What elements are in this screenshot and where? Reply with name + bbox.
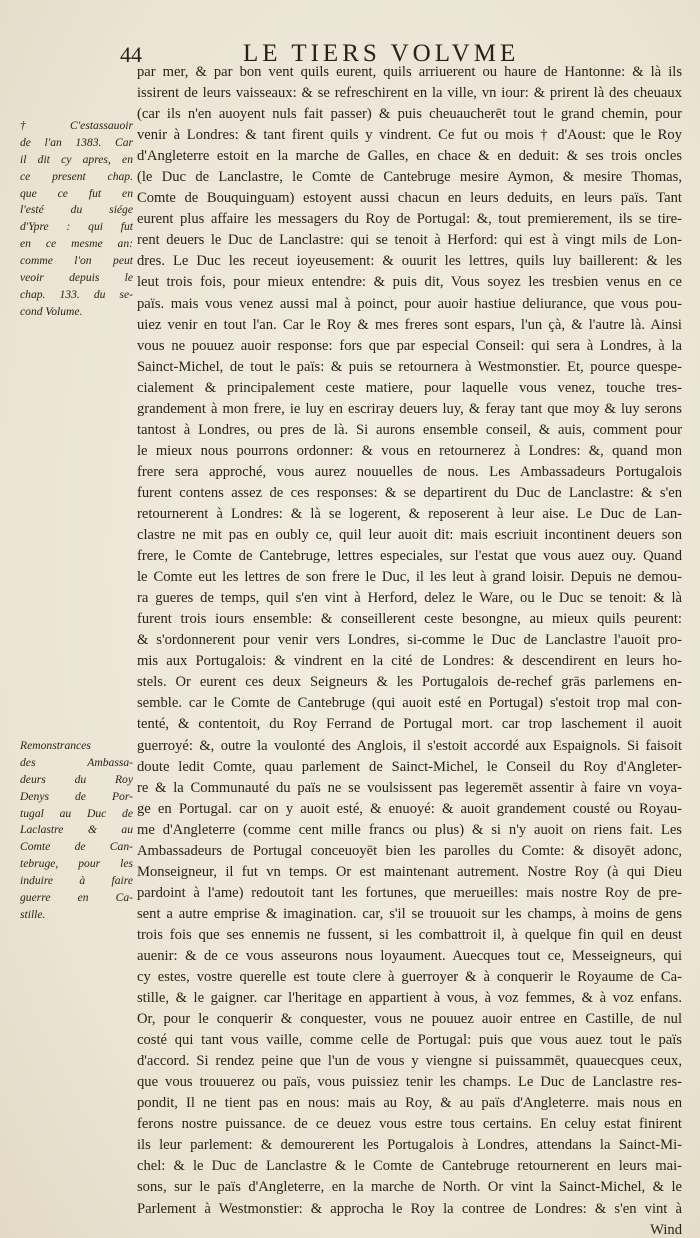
marginal-line: chap. 133. du se- (20, 287, 133, 301)
text-line: pardoint à l'ame) redoutoit tant les fortunes, que merueilles: mais nostre Roy de pre- (137, 884, 682, 901)
text-line: Or, pour le conquerir & conquester, vous ne pouuez auoir entree en Castille, de nul (137, 1011, 682, 1028)
text-line: le Comte eut les lettres de son frere le Duc, il les leut à grand loisir. Depuis ne demou- (137, 569, 682, 586)
text-line: le mieux nous pourrons ordonner: & vous en retournerez à Londres: &, quand mon (137, 442, 682, 459)
text-line: stels. Or eurent ces deux Seigneurs & les Portugalois de-rechef grās parlemens en- (137, 674, 682, 691)
text-line: sons, sur le païs d'Angleterre, en la marche de North. Or vint la Sainct-Michel, & le (137, 1179, 682, 1196)
text-line: auenir: & de ce vous asseurons nous loyaument. Auecques tout ce, Messeigneurs, qui (137, 947, 682, 964)
marginal-note (20, 738, 133, 924)
text-line: & s'ordonnerent pour venir vers Londres, si-comme le Duc de Lanclastre l'auoit pro- (137, 632, 682, 649)
marginal-line: induire à faire (20, 874, 133, 888)
marginal-line: Remonstrances (20, 739, 91, 752)
text-line: retournerent à Londres: & là se logerent, & reposerent à leur aise. Le Duc de Lan- (137, 505, 682, 522)
text-line: trois fois que ses ennemis ne fussent, si les combattroit il, à quelque fin quil en deust (137, 926, 682, 943)
marginal-line: il dit cy apres, en (20, 152, 133, 166)
text-line: ge en Portugal. car on y auoit esté, & enuoyé: & auoit grandement cousté ou Royau- (137, 800, 682, 817)
text-line: ils leur parlement: & demourerent les Portugalois à Londres, attendans la Sainct-Mi- (137, 1137, 682, 1154)
text-line: Ambassadeurs de Portugal conceuoyēt bien les parolles du Comte: & disoyēt adonc, (137, 842, 682, 859)
marginal-line: tebruge, pour les (20, 857, 133, 871)
text-line: grandement à mon frere, ie luy en escriray deuers luy, & feray tant que moy & luy serons (137, 400, 682, 417)
text-line: Wind (650, 1221, 682, 1238)
marginal-line: comme l'on peut (20, 254, 133, 268)
text-line: costé qui tant vous vaille, comme celle de Portugal: puis que vous auez tout le païs (137, 1032, 682, 1049)
text-line: me d'Angleterre (comme cent mille francs ou plus) & si n'y auoit on riens fait. Les (137, 821, 682, 838)
text-line: tantost à Londres, ou pres de là. Si aurons ensemble conseil, & auis, comment pour (137, 421, 682, 438)
text-line: Sainct-Michel, de tout le païs: & puis se retournera à Westmonstier. Et, pource quespe- (137, 358, 682, 375)
marginal-line: des Ambassa- (20, 755, 133, 769)
marginal-line: Laclastre & au (20, 823, 133, 837)
marginal-line: veoir depuis le (20, 271, 133, 285)
text-line: frere, le Comte de Cantebruge, lettres especiales, sur l'estat que vous auez ouy. Quand (137, 548, 682, 565)
text-line: furent trois iours ensemble: & conseillerent ceste besongne, au mieux quils peurent: (137, 611, 682, 628)
text-line: semble. car le Comte de Cantebruge (qui auoit esté en Portugal) s'estoit trop mal con- (137, 695, 682, 712)
text-line: rent deuers le Duc de Lanclastre: qui se tenoit à Herford: qui est à vingt mils de Lon- (137, 232, 682, 249)
marginal-line: de l'an 1383. Car (20, 135, 133, 149)
text-line: par mer, & par bon vent quils eurent, quils arriuerent ou haure de Hantonne: & là ils (137, 64, 682, 80)
text-line: sent a autre emprise & imagination. car, s'il se trouuoit sur les champs, à moins de gens (137, 905, 682, 922)
running-head: LE TIERS VOLVME (243, 40, 520, 67)
page-number: 44 (120, 42, 142, 67)
text-line: chel: & le Duc de Lanclastre & le Comte de Cantebruge retournerent en leurs mai- (137, 1158, 682, 1175)
text-line: eurent plus affaire les messagers du Roy de Portugal: &, tout premierement, ils se tire- (137, 211, 682, 228)
marginal-line: stille. (20, 907, 46, 921)
text-line: Monseigneur, il fut vn temps. Or est maintenant autrement. Nostre Roy (à qui Dieu (137, 863, 682, 880)
text-line: cy estes, vostre querelle est toute clere à guerroyer & à conquerir le Royaume de Ca- (137, 969, 682, 986)
text-line: pondit, Il ne tient pas en nous: mais au Roy, & au païs d'Angleterre. mais nous en (137, 1095, 682, 1112)
marginal-line: Denys de Por- (20, 789, 133, 803)
text-line: venir à Londres: & tant firent quils y vindrent. Ce fut ou mois † d'Aoust: que le Roy (137, 127, 682, 144)
text-line: (le Duc de Lanclastre, le Comte de Cantebruge mesire Aymon, & mesire Thomas, (137, 169, 682, 186)
text-line: guerroyé: &, outre la voulonté des Anglois, il s'estoit accordé aux Espaignols. Si faisoit (137, 737, 682, 754)
text-line: Comte de Bouquinguam) estoyent aussi chacun en leurs deduits, en leurs païs. Tant (137, 190, 682, 207)
text-line: doute ledit Comte, quau parlement de Sainct-Michel, le Conseil du Roy d'Angleter- (137, 758, 682, 775)
text-line: issirent de leurs vaisseaux: & se refreschirent en la ville, vn iour: & prirent là des cheuaux (137, 85, 682, 102)
marginal-line: en ce mesme an: (20, 237, 133, 251)
marginal-line: deurs du Roy (20, 772, 133, 786)
marginal-line: ce present chap. (20, 169, 133, 183)
text-line: leut trois fois, pour mieux entendre: & puis dit, Vous soyez les tresbien venus en ce (137, 274, 682, 291)
marginal-note (20, 118, 133, 321)
text-line: vous ne pouuez auoir response: fors que par especial Conseil: qui sera à Londres, à la (137, 337, 682, 354)
text-line: tenté, & contentoit, du Roy Ferrand de Portugal mort. car trop laschement il auoit (137, 716, 682, 733)
text-line: Parlement à Westmonstier: & approcha le Roy la contree de Londres: & s'en vint à (137, 1200, 682, 1217)
text-line: dres. Le Duc les receut ioyeusement: & ouurit les lettres, quils luy baillerent: & les (137, 253, 682, 270)
text-line: ferons nostre puissance. de ce deuez vous estre tous certains. En celuy estat finirent (137, 1116, 682, 1133)
text-line: d'accord. Si rendez peine que l'un de vous y viengne si puissammēt, quauecques ceux, (137, 1053, 682, 1070)
text-line: ra gueres de temps, quil s'en vint à Herford, delez le Ware, ou le Duc se tenoit: & là (137, 590, 682, 607)
marginal-line: l'esté du siége (20, 203, 133, 217)
text-line: païs. mais vous venez aussi mal à poinct, pour auoir hastiue deliurance, que vous pou- (137, 295, 682, 312)
marginal-line: guerre en Ca- (20, 891, 133, 905)
text-line: d'Angleterre estoit en la marche de Galles, en chace & en deduit: & ses trois oncles (137, 148, 682, 165)
main-text-column (137, 62, 682, 1238)
text-line: furent contens assez de ces responses: & se departirent du Duc de Lanclastre: & s'en (137, 484, 682, 501)
text-line: mis aux Portugalois: & vindrent en la cité de Londres: & descendirent en leurs ho- (137, 653, 682, 670)
text-line: cialement & principalement ceste matiere, pour laquelle vous venez, touche tres- (137, 379, 682, 396)
marginal-line: cond Volume. (20, 304, 83, 318)
marginal-line: Comte de Can- (20, 840, 133, 854)
text-line: stille, & le gaigner. car l'heritage en appartient à vous, à voz femmes, & à voz enfans. (137, 990, 682, 1007)
text-line: que vous trouuerez ou païs, vous puissiez tenir les champs. Le Duc de Lanclastre res- (137, 1074, 682, 1091)
marginal-line: tugal au Duc de (20, 806, 133, 820)
text-line: clastre ne mit pas en oubly ce, quil leur auoit dit: mais escriuit incontinent deuers son (137, 527, 682, 544)
text-line: uiez venir en tout l'an. Car le Roy & mes freres sont espars, l'un çà, & l'autre là. Ainsi (137, 316, 682, 333)
text-line: re & la Communauté du païs ne se voulsissent pas legeremēt assentir à faire vn voya- (137, 779, 682, 796)
marginal-line: que ce fut en (20, 186, 133, 200)
text-line: frere sera approché, vous aurez nouuelles de nous. Les Ambassadeurs Portugalois (137, 463, 682, 480)
marginal-line: † C'estassauoir (20, 119, 133, 132)
marginal-line: d'Ypre : qui fut (20, 220, 133, 234)
text-line: (car ils n'en auoyent nuls fait passer) & puis cheuaucherēt tout le grand chemin, pour (137, 106, 682, 123)
